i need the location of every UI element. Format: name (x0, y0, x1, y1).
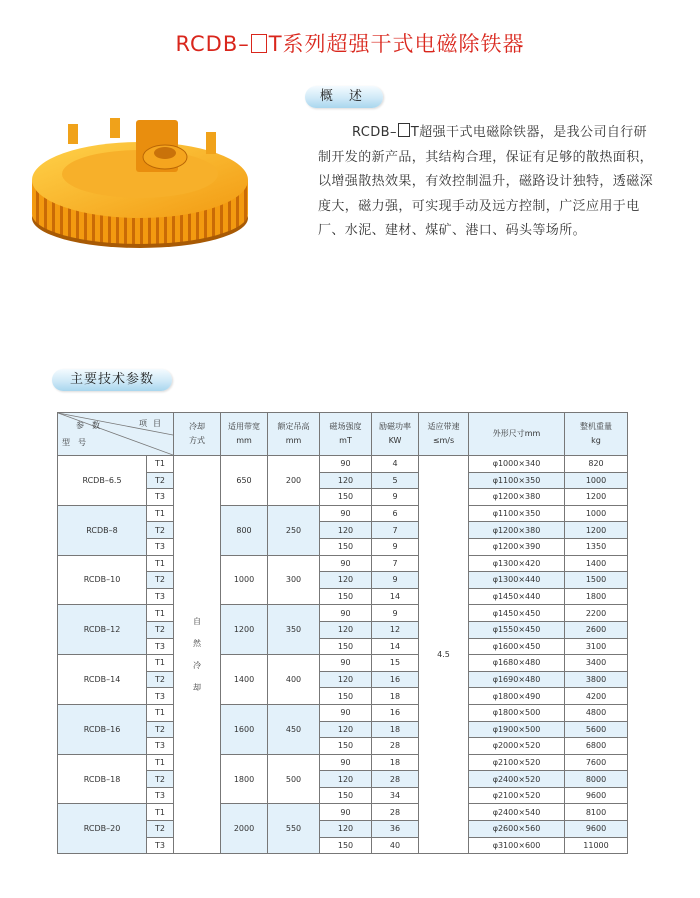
title-prefix: RCDB– (175, 32, 250, 56)
spec-table (57, 412, 628, 854)
lift-height-cell: 200 (268, 456, 320, 506)
specs-heading: 主要技术参数 (52, 369, 172, 391)
field-strength-cell: 90 (320, 456, 372, 473)
power-cell: 6 (372, 505, 419, 522)
dimensions-cell: φ1800×490 (469, 688, 565, 705)
power-cell: 4 (372, 456, 419, 473)
sub-model-cell: T2 (147, 621, 174, 638)
dimensions-cell: φ2100×520 (469, 787, 565, 804)
power-cell: 18 (372, 754, 419, 771)
power-cell: 9 (372, 489, 419, 506)
sub-model-cell: T2 (147, 671, 174, 688)
model-cell: RCDB–8 (58, 505, 147, 555)
dimensions-cell: φ1200×380 (469, 489, 565, 506)
dimensions-cell: φ1300×440 (469, 572, 565, 589)
power-cell: 28 (372, 804, 419, 821)
weight-cell: 4200 (565, 688, 628, 705)
field-strength-cell: 150 (320, 738, 372, 755)
dimensions-cell: φ1680×480 (469, 655, 565, 672)
lift-height-cell: 400 (268, 655, 320, 705)
model-cell: RCDB–12 (58, 605, 147, 655)
sub-model-cell: T2 (147, 472, 174, 489)
weight-cell: 3400 (565, 655, 628, 672)
dimensions-cell: φ1000×340 (469, 456, 565, 473)
sub-model-cell: T3 (147, 489, 174, 506)
table-row (58, 804, 628, 821)
weight-cell: 3800 (565, 671, 628, 688)
power-cell: 9 (372, 572, 419, 589)
lift-height-cell: 450 (268, 704, 320, 754)
field-strength-cell: 90 (320, 655, 372, 672)
field-strength-cell: 120 (320, 821, 372, 838)
header-diagonal-cell (58, 413, 174, 456)
weight-cell: 1800 (565, 588, 628, 605)
sub-model-cell: T3 (147, 538, 174, 555)
table-row (58, 505, 628, 522)
weight-cell: 9600 (565, 787, 628, 804)
weight-cell: 4800 (565, 704, 628, 721)
field-strength-cell: 150 (320, 588, 372, 605)
power-cell: 14 (372, 588, 419, 605)
table-row (58, 655, 628, 672)
sub-model-cell: T3 (147, 787, 174, 804)
dimensions-cell: φ1300×420 (469, 555, 565, 572)
header-lift-height: 额定吊高 mm (268, 413, 320, 456)
table-row (58, 605, 628, 622)
dimensions-cell: φ1450×450 (469, 605, 565, 622)
field-strength-cell: 120 (320, 572, 372, 589)
title-suffix: T系列超强干式电磁除铁器 (268, 32, 525, 56)
model-cell: RCDB–14 (58, 655, 147, 705)
weight-cell: 1500 (565, 572, 628, 589)
field-strength-cell: 90 (320, 804, 372, 821)
sub-model-cell: T1 (147, 505, 174, 522)
weight-cell: 5600 (565, 721, 628, 738)
header-belt-speed: 适应带速 ≤m/s (419, 413, 469, 456)
dimensions-cell: φ2000×520 (469, 738, 565, 755)
dimensions-cell: φ2600×560 (469, 821, 565, 838)
model-cell: RCDB–10 (58, 555, 147, 605)
model-cell: RCDB–16 (58, 704, 147, 754)
lift-height-cell: 350 (268, 605, 320, 655)
weight-cell: 1400 (565, 555, 628, 572)
sub-model-cell: T2 (147, 771, 174, 788)
weight-cell: 1000 (565, 472, 628, 489)
power-cell: 15 (372, 655, 419, 672)
power-cell: 5 (372, 472, 419, 489)
header-power: 励磁功率 KW (372, 413, 419, 456)
cooling-char: 却 (193, 682, 201, 692)
sub-model-cell: T1 (147, 804, 174, 821)
belt-speed-cell: 4.5 (419, 456, 469, 854)
field-strength-cell: 120 (320, 771, 372, 788)
dimensions-cell: φ1900×500 (469, 721, 565, 738)
power-cell: 28 (372, 771, 419, 788)
field-strength-cell: 150 (320, 638, 372, 655)
field-strength-cell: 90 (320, 704, 372, 721)
belt-width-cell: 2000 (221, 804, 268, 854)
model-cell: RCDB–18 (58, 754, 147, 804)
belt-width-cell: 1000 (221, 555, 268, 605)
sub-model-cell: T3 (147, 837, 174, 854)
header-param: 参数 (76, 421, 108, 430)
cooling-cell (174, 456, 221, 854)
weight-cell: 2200 (565, 605, 628, 622)
weight-cell: 1200 (565, 489, 628, 506)
dimensions-cell: φ3100×600 (469, 837, 565, 854)
field-strength-cell: 150 (320, 837, 372, 854)
header-field-strength: 磁场强度 mT (320, 413, 372, 456)
sub-model-cell: T2 (147, 572, 174, 589)
table-row (58, 704, 628, 721)
power-cell: 18 (372, 721, 419, 738)
power-cell: 7 (372, 555, 419, 572)
cooling-char: 自 (193, 616, 201, 626)
weight-cell: 8000 (565, 771, 628, 788)
power-cell: 9 (372, 605, 419, 622)
weight-cell: 1350 (565, 538, 628, 555)
table-row (58, 456, 628, 473)
field-strength-cell: 90 (320, 605, 372, 622)
table-row (58, 555, 628, 572)
dimensions-cell: φ1550×450 (469, 621, 565, 638)
dimensions-cell: φ1800×500 (469, 704, 565, 721)
belt-width-cell: 1800 (221, 754, 268, 804)
dimensions-cell: φ1200×390 (469, 538, 565, 555)
table-row (58, 754, 628, 771)
field-strength-cell: 120 (320, 621, 372, 638)
sub-model-cell: T3 (147, 588, 174, 605)
field-strength-cell: 120 (320, 522, 372, 539)
belt-width-cell: 1200 (221, 605, 268, 655)
header-belt-width: 适用带宽 mm (221, 413, 268, 456)
sub-model-cell: T3 (147, 638, 174, 655)
spec-header-row (58, 413, 628, 456)
header-item: 项目 (139, 419, 167, 428)
weight-cell: 820 (565, 456, 628, 473)
field-strength-cell: 120 (320, 472, 372, 489)
field-strength-cell: 150 (320, 688, 372, 705)
header-dimensions: 外形尺寸mm (469, 413, 565, 456)
sub-model-cell: T2 (147, 821, 174, 838)
belt-width-cell: 1600 (221, 704, 268, 754)
sub-model-cell: T3 (147, 688, 174, 705)
weight-cell: 1200 (565, 522, 628, 539)
weight-cell: 2600 (565, 621, 628, 638)
dimensions-cell: φ2100×520 (469, 754, 565, 771)
field-strength-cell: 90 (320, 505, 372, 522)
model-cell: RCDB–20 (58, 804, 147, 854)
sub-model-cell: T2 (147, 522, 174, 539)
lift-height-cell: 250 (268, 505, 320, 555)
power-cell: 36 (372, 821, 419, 838)
lift-height-cell: 500 (268, 754, 320, 804)
sub-model-cell: T1 (147, 555, 174, 572)
overview-body: T超强干式电磁除铁器，是我公司自行研制开发的新产品，其结构合理，保证有足够的散热面积，以增强散热效果，有效控制温升，磁路设计独特，透磁深度大，磁力强，可实现手动及远方控制，广泛应用于电厂、水泥、建材、煤矿、港口、码头等场所。 (318, 125, 654, 238)
belt-width-cell: 650 (221, 456, 268, 506)
lift-height-cell: 550 (268, 804, 320, 854)
belt-width-cell: 800 (221, 505, 268, 555)
dimensions-cell: φ2400×520 (469, 771, 565, 788)
header-cooling: 冷却 方式 (174, 413, 221, 456)
dimensions-cell: φ2400×540 (469, 804, 565, 821)
sub-model-cell: T1 (147, 704, 174, 721)
sub-model-cell: T3 (147, 738, 174, 755)
page-title (0, 28, 700, 58)
field-strength-cell: 150 (320, 787, 372, 804)
field-strength-cell: 120 (320, 671, 372, 688)
power-cell: 14 (372, 638, 419, 655)
model-cell: RCDB–6.5 (58, 456, 147, 506)
header-model: 型号 (62, 438, 94, 447)
lift-height-cell: 300 (268, 555, 320, 605)
field-strength-cell: 90 (320, 555, 372, 572)
header-weight: 整机重量 kg (565, 413, 628, 456)
dimensions-cell: φ1200×380 (469, 522, 565, 539)
power-cell: 9 (372, 538, 419, 555)
dimensions-cell: φ1450×440 (469, 588, 565, 605)
weight-cell: 1000 (565, 505, 628, 522)
power-cell: 7 (372, 522, 419, 539)
weight-cell: 6800 (565, 738, 628, 755)
field-strength-cell: 150 (320, 538, 372, 555)
power-cell: 28 (372, 738, 419, 755)
overview-box-symbol (398, 123, 410, 137)
dimensions-cell: φ1690×480 (469, 671, 565, 688)
belt-width-cell: 1400 (221, 655, 268, 705)
product-image (28, 110, 253, 250)
dimensions-cell: φ1600×450 (469, 638, 565, 655)
field-strength-cell: 150 (320, 489, 372, 506)
overview-heading: 概 述 (305, 86, 383, 108)
field-strength-cell: 120 (320, 721, 372, 738)
weight-cell: 8100 (565, 804, 628, 821)
power-cell: 16 (372, 704, 419, 721)
power-cell: 40 (372, 837, 419, 854)
title-box-symbol (251, 34, 267, 53)
sub-model-cell: T1 (147, 605, 174, 622)
sub-model-cell: T1 (147, 456, 174, 473)
weight-cell: 3100 (565, 638, 628, 655)
sub-model-cell: T1 (147, 655, 174, 672)
power-cell: 34 (372, 787, 419, 804)
dimensions-cell: φ1100×350 (469, 472, 565, 489)
power-cell: 16 (372, 671, 419, 688)
sub-model-cell: T2 (147, 721, 174, 738)
power-cell: 18 (372, 688, 419, 705)
weight-cell: 11000 (565, 837, 628, 854)
weight-cell: 7600 (565, 754, 628, 771)
dimensions-cell: φ1100×350 (469, 505, 565, 522)
overview-prefix: RCDB– (352, 125, 397, 140)
overview-text (318, 121, 658, 244)
field-strength-cell: 90 (320, 754, 372, 771)
weight-cell: 9600 (565, 821, 628, 838)
sub-model-cell: T1 (147, 754, 174, 771)
cooling-char: 然 (193, 638, 201, 648)
power-cell: 12 (372, 621, 419, 638)
cooling-char: 冷 (193, 660, 201, 670)
